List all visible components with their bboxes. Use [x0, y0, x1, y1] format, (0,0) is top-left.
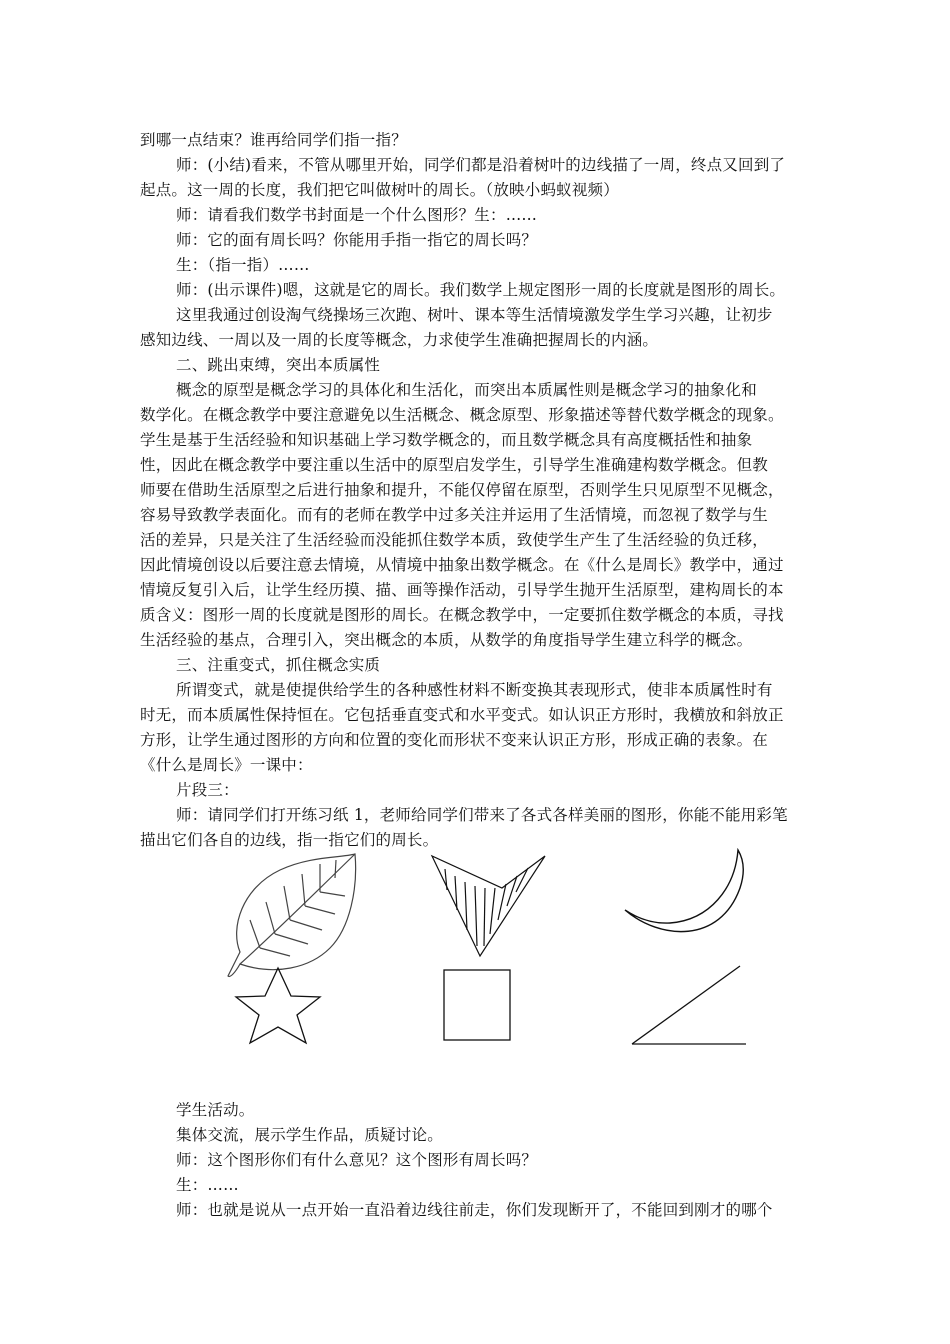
star-shape: [236, 968, 320, 1043]
shapes-figure: [190, 848, 810, 1058]
text-line: 因此情境创设以后要注意去情境，从情境中抽象出数学概念。在《什么是周长》教学中，通过: [140, 556, 784, 574]
leaf-shape: [228, 854, 356, 976]
text-line: 师要在借助生活原型之后进行抽象和提升，不能仅停留在原型，否则学生只见原型不见概念，: [140, 481, 784, 499]
arrowhead-shape: [432, 856, 545, 956]
text-line: 容易导致教学表面化。而有的老师在教学中过多关注并运用了生活情境，而忽视了数学与生: [140, 506, 769, 524]
section-heading: 二、跳出束缚，突出本质属性: [176, 356, 381, 374]
text-line: 师：它的面有周长吗？你能用手指一指它的周长吗？: [176, 231, 538, 249]
text-line: 感知边线、一周以及一周的长度等概念，力求使学生准确把握周长的内涵。: [140, 331, 659, 349]
text-line: 所谓变式，就是使提供给学生的各种感性材料不断变换其表现形式，使非本质属性时有: [176, 681, 773, 699]
text-line: 方形，让学生通过图形的方向和位置的变化而形状不变来认识正方形，形成正确的表象。在: [140, 731, 769, 749]
text-line: 生：（指一指）……: [176, 256, 310, 274]
text-line: 质含义：图形一周的长度就是图形的周长。在概念教学中，一定要抓住数学概念的本质，寻找: [140, 606, 784, 624]
text-line: 活的差异，只是关注了生活经验而没能抓住数学本质，致使学生产生了生活经验的负迁移，: [140, 531, 769, 549]
text-line: 起点。这一周的长度，我们把它叫做树叶的周长。（放映小蚂蚁视频）: [140, 181, 619, 199]
text-line: 片段三：: [176, 781, 239, 799]
text-line: 到哪一点结束？谁再给同学们指一指？: [140, 131, 407, 149]
crescent-shape: [625, 850, 743, 932]
text-line: 情境反复引入后，让学生经历摸、描、画等操作活动，引导学生抛开生活原型，建构周长的本: [140, 581, 784, 599]
text-line: 学生是基于生活经验和知识基础上学习数学概念的，而且数学概念具有高度概括性和抽象: [140, 431, 753, 449]
text-line: 师：这个图形你们有什么意见？这个图形有周长吗？: [176, 1151, 538, 1169]
text-line: 生活经验的基点，合理引入，突出概念的本质，从数学的角度指导学生建立科学的概念。: [140, 631, 753, 649]
text-line: 概念的原型是概念学习的具体化和生活化，而突出本质属性则是概念学习的抽象化和: [176, 381, 757, 399]
text-line: 集体交流，展示学生作品，质疑讨论。: [176, 1126, 443, 1144]
text-line: 生：……: [176, 1176, 239, 1194]
text-line: 师：(出示课件)嗯，这就是它的周长。我们数学上规定图形一周的长度就是图形的周长。: [176, 281, 786, 299]
text-line: 师：请看我们数学书封面是一个什么图形？生：……: [176, 206, 538, 224]
text-line: 描出它们各自的边线，指一指它们的周长。: [140, 831, 439, 849]
square-shape: [444, 970, 510, 1040]
text-line: 时无，而本质属性保持恒在。它包括垂直变式和水平变式。如认识正方形时，我横放和斜放正: [140, 706, 784, 724]
open-angle-shape: [632, 966, 746, 1044]
text-line: 性，因此在概念教学中要注重以生活中的原型启发学生，引导学生准确建构数学概念。但教: [140, 456, 769, 474]
text-line: 数学化。在概念教学中要注意避免以生活概念、概念原型、形象描述等替代数学概念的现象。: [140, 406, 784, 424]
section-heading: 三、注重变式，抓住概念实质: [176, 656, 381, 674]
text-line: 师：请同学们打开练习纸 1，老师给同学们带来了各式各样美丽的图形，你能不能用彩笔: [176, 806, 788, 824]
text-line: 学生活动。: [176, 1101, 255, 1119]
text-line: 师：(小结)看来，不管从哪里开始，同学们都是沿着树叶的边线描了一周，终点又回到了: [176, 156, 786, 174]
text-line: 师：也就是说从一点开始一直沿着边线往前走，你们发现断开了，不能回到刚才的哪个: [176, 1201, 773, 1219]
text-line: 这里我通过创设淘气绕操场三次跑、树叶、课本等生活情境激发学生学习兴趣，让初步: [176, 306, 773, 324]
text-line: 《什么是周长》一课中：: [140, 756, 313, 774]
